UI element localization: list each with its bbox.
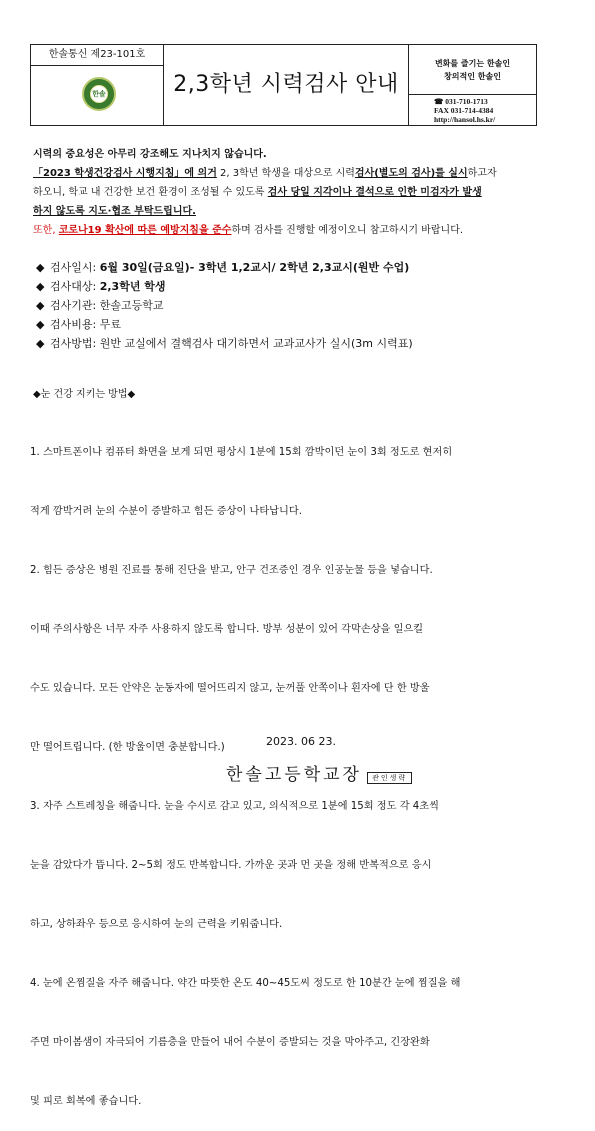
intro-line-4: 하지 않도록 지도·협조 부탁드립니다. <box>33 206 196 217</box>
list-item: 이때 주의사항은 너무 자주 사용하지 않도록 합니다. 방부 성분이 있어 각막손상을 일으킬 <box>30 624 424 635</box>
list-item: 수도 있습니다. 모든 안약은 눈동자에 떨어뜨리지 않고, 눈꺼풀 안쪽이나 흰자에 단 한 방울 <box>30 683 430 694</box>
list-item: 및 피로 회복에 좋습니다. <box>30 1096 142 1107</box>
header-box <box>30 44 537 126</box>
detail-item-date: ◆ 검사일시: 6월 30일(금요일)- 3학년 1,2교시/ 2학년 2,3교시(원반 수업) <box>36 261 410 274</box>
list-item: 2. 힘든 증상은 병원 진료를 통해 진단을 받고, 안구 건조증인 경우 인공눈물 등을 넣습니다. <box>30 565 433 576</box>
slogan-line-2: 창의적인 한솔인 <box>444 71 501 81</box>
list-item: 1. 스마트폰이나 컴퓨터 화면을 보게 되면 평상시 1분에 15회 깜박이던 눈이 3회 정도로 현저히 <box>30 447 453 458</box>
intro-line-5: 또한, 코로나19 확산에 따른 예방지침을 준수하며 검사를 진행할 예정이오니 참고하시기 바랍니다. <box>33 225 464 236</box>
slogan-line-1: 변화를 즐기는 한솔인 <box>434 58 511 68</box>
tel-number: ☎ 031-710-1713 <box>434 97 488 106</box>
intro-line-1: 시력의 중요성은 아무리 강조해도 지나치지 않습니다. <box>33 149 267 160</box>
page-title: 2,3학년 시력검사 안내 <box>173 72 399 97</box>
list-item: 눈을 감았다가 뜹니다. 2~5회 정도 반복합니다. 가까운 곳과 먼 곳을 정해 반복적으로 응시 <box>30 860 432 871</box>
detail-item-method: ◆ 검사방법: 원반 교실에서 결핵검사 대기하면서 교과교사가 실시(3m 시력표) <box>36 337 413 350</box>
intro-line-3: 하오니, 학교 내 건강한 보건 환경이 조성될 수 있도록 검사 당일 지각이나 결석으로 인한 미검자가 발생 <box>33 187 482 198</box>
signature-block <box>226 760 412 785</box>
school-seal-icon: 한솔 <box>82 77 116 111</box>
detail-item-org: ◆ 검사기관: 한솔고등학교 <box>36 299 164 312</box>
divider <box>409 94 536 95</box>
list-item: 적게 깜박거려 눈의 수분이 증발하고 힘든 증상이 나타납니다. <box>30 506 302 517</box>
issue-number: 한솔통신 제23-101호 <box>31 45 163 66</box>
issue-date: 2023. 06 23. <box>266 735 336 748</box>
official-stamp: 관인생략 <box>367 772 412 784</box>
detail-item-cost: ◆ 검사비용: 무료 <box>36 318 121 331</box>
fax-number: FAX 031-714-4384 <box>434 106 494 115</box>
title-cell <box>164 45 409 125</box>
list-item: 만 떨어트립니다. (한 방울이면 충분합니다.) <box>30 742 225 753</box>
issue-cell <box>31 45 164 125</box>
detail-item-target: ◆ 검사대상: 2,3학년 학생 <box>36 280 166 293</box>
list-item: 3. 자주 스트레칭을 해줍니다. 눈을 수시로 감고 있고, 의식적으로 1분에 15회 정도 각 4초씩 <box>30 801 439 812</box>
list-item: 4. 눈에 온찜질을 자주 해줍니다. 약간 따뜻한 온도 40~45도씨 정도로 한 10분간 눈에 찜질을 해 <box>30 978 461 989</box>
intro-line-2: 「2023 학생건강검사 시행지침」에 의거 2, 3학년 학생을 대상으로 시력검사(별도의 검사)를 실시하고자 <box>33 168 497 179</box>
details-list <box>36 258 413 353</box>
list-item: 하고, 상하좌우 등으로 응시하여 눈의 근력을 키워줍니다. <box>30 919 283 930</box>
eye-care-heading: ◆눈 건강 지키는 방법◆ <box>33 389 136 400</box>
list-item: 주면 마이봄샘이 자극되어 기름층을 만들어 내어 수분이 증발되는 것을 막아주고, 긴장완화 <box>30 1037 430 1048</box>
contact-cell <box>409 45 536 125</box>
signer-name: 한솔고등학교장 <box>226 765 362 785</box>
school-url[interactable]: http://hansol.hs.kr/ <box>434 115 496 124</box>
